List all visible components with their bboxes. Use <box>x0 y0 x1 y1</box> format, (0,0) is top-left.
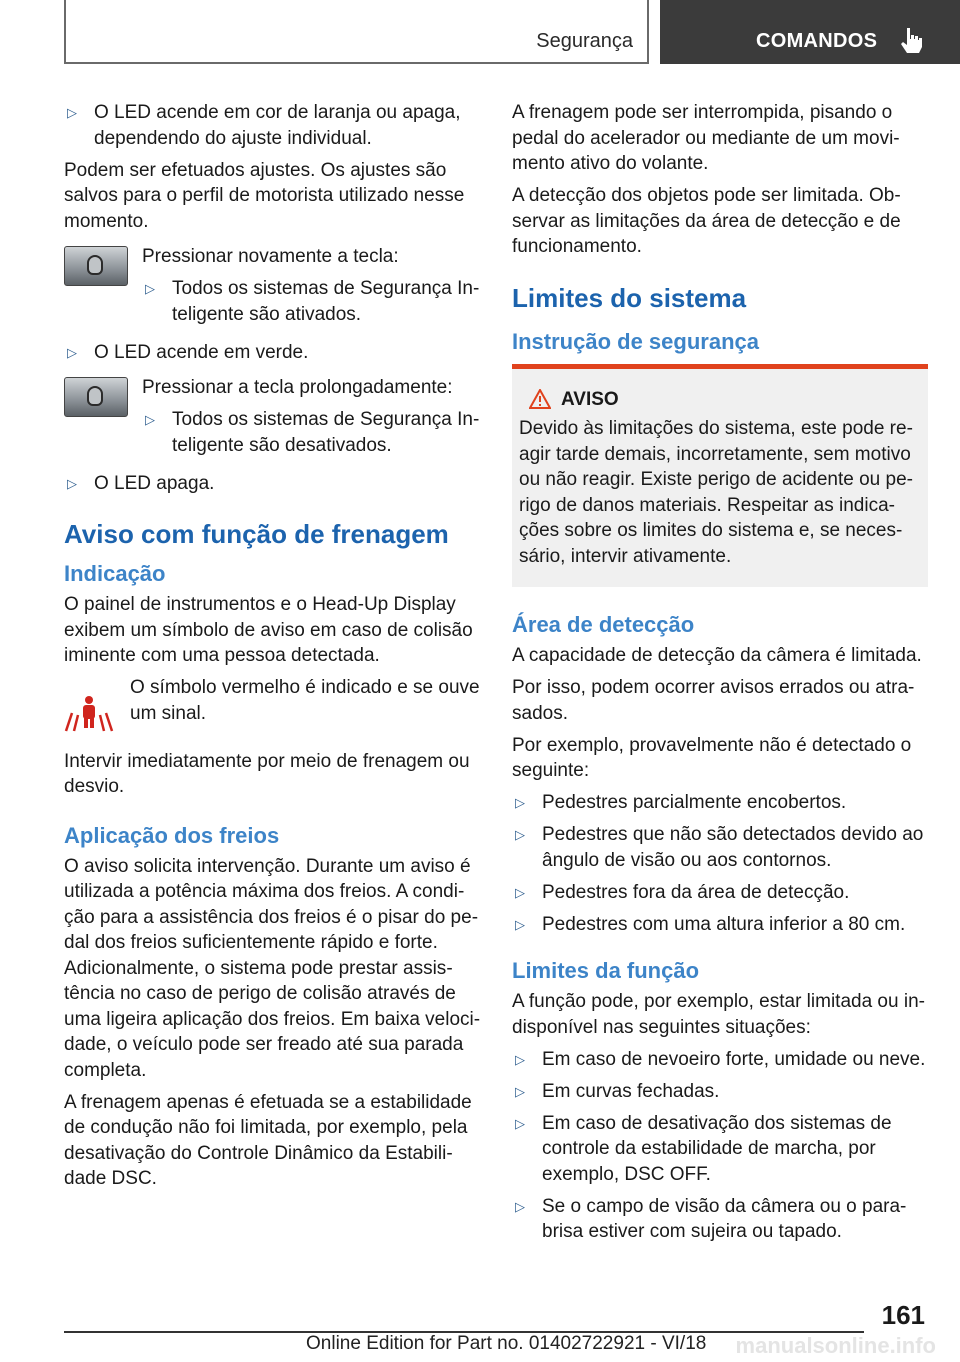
warning-title: AVISO <box>519 387 920 413</box>
section-heading: Limites do sistema <box>512 282 747 313</box>
paragraph: A função pode, por exemplo, estar limitada ou indisponível nas seguintes situações: <box>512 991 925 1038</box>
footer-edition: Online Edition for Part no. 01402722921 - VI/18 <box>306 1333 707 1354</box>
right-column <box>512 100 928 1251</box>
triangle-bullet-icon: ▷ <box>515 1198 525 1214</box>
paragraph: Por isso, podem ocorrer avisos errados ou atrasados. <box>512 677 915 724</box>
list-item: ▷ Pedestres com uma altura inferior a 80 cm. <box>512 912 928 938</box>
triangle-bullet-icon: ▷ <box>515 1083 525 1099</box>
header-tab <box>660 0 960 64</box>
subsection-heading: Área de detecção <box>512 612 695 637</box>
triangle-bullet-icon: ▷ <box>145 281 155 296</box>
triangle-bullet-icon: ▷ <box>515 916 525 932</box>
triangle-bullet-icon: ▷ <box>515 795 525 810</box>
header-section-box <box>64 0 649 64</box>
list-item: ▷ Em curvas fechadas. <box>512 1079 928 1105</box>
key-instruction: Pressionar novamente a tecla: ▷ Todos os sistemas de Segurança Inteligente são ativados. <box>64 244 482 334</box>
subsection-heading: Aplicação dos freios <box>64 822 280 848</box>
pedestrian-warning-icon <box>64 693 114 735</box>
subsection-heading: Instrução de segurança <box>512 328 759 354</box>
section-heading: Aviso com função de frenagem <box>64 519 449 549</box>
left-column <box>64 100 482 1198</box>
safety-button-icon <box>64 377 128 417</box>
list-item: ▷ Pedestres parcialmente encobertos. <box>512 790 928 816</box>
warning-text: Devido às limitações do sistema, este pode reagir tarde demais, incorretamente, sem motivo ou não reagir. Existe perigo de acidente ou perigo de danos materiais. Respeitar as indicações sobre os limites do sistema e, se necessário, intervir ativamente. <box>519 418 913 567</box>
list-item: ▷ O LED acende em cor de laranja ou apaga, dependendo do ajuste individual. <box>67 102 461 149</box>
paragraph: O símbolo vermelho é indicado e se ouve um sinal. <box>130 677 480 724</box>
list-item: ▷ O LED apaga. <box>64 471 482 497</box>
paragraph: A detecção dos objetos pode ser limitada. Observar as limitações da área de detecção e de funcionamento. <box>512 185 901 257</box>
watermark: manualsonline.info <box>735 1333 936 1358</box>
list-item: ▷ Pedestres que não são detectados devido ao ângulo de visão ou aos contornos. <box>515 824 924 871</box>
paragraph: A frenagem apenas é efetuada se a estabilidade de condução não foi limitada, por exemplo, pela desativação do Controle Dinâmico da Estabilidade DSC. <box>64 1091 472 1189</box>
paragraph: A capacidade de detecção da câmera é limitada. <box>512 645 922 666</box>
triangle-bullet-icon: ▷ <box>515 1051 525 1067</box>
triangle-bullet-icon: ▷ <box>515 884 525 900</box>
paragraph: Podem ser efetuados ajustes. Os ajustes são salvos para o perfil de motorista utilizado nesse momento. <box>64 159 465 232</box>
list-item: ▷ Todos os sistemas de Segurança Inteligente são desativados. <box>145 409 480 456</box>
list-item: ▷ Em caso de desativação dos sistemas de controle da estabilidade de marcha, por exemplo, DSC OFF. <box>515 1112 892 1185</box>
warning-symbol-row <box>64 675 482 743</box>
list-item: ▷ Se o campo de visão da câmera ou o para-brisa estiver com sujeira ou tapado. <box>515 1195 907 1242</box>
triangle-bullet-icon: ▷ <box>515 827 525 842</box>
key-instruction: Pressionar a tecla prolongadamente: ▷ Todos os sistemas de Segurança Inteligente são desativados. <box>64 375 482 465</box>
paragraph: Por exemplo, provavelmente não é detectado o seguinte: <box>512 734 912 781</box>
list-item: ▷ Pedestres fora da área de detecção. <box>512 880 928 906</box>
triangle-bullet-icon: ▷ <box>145 412 155 427</box>
warning-triangle-icon <box>529 389 551 409</box>
triangle-bullet-icon: ▷ <box>67 475 77 491</box>
paragraph: O aviso solicita intervenção. Durante um aviso é utilizada a potência máxima dos freios. A condição para a assistência dos freios é o pisar do pedal dos freios suficientemente rápido e forte. Adicionalmente, o sistema pode prestar assistência no caso de perigo de colisão através de uma ligeira aplicação dos freios. Em baixa velocidade, o veículo pode ser freado até sua parada completa. <box>64 855 481 1081</box>
safety-button-icon <box>64 246 128 286</box>
list-item: ▷ O LED acende em verde. <box>64 340 482 366</box>
list-item: ▷ Em caso de nevoeiro forte, umidade ou neve. <box>512 1047 928 1073</box>
header-section-title: Segurança <box>536 30 633 52</box>
subsection-heading: Limites da função <box>512 958 700 983</box>
hand-touch-icon <box>900 26 924 54</box>
triangle-bullet-icon: ▷ <box>67 105 77 120</box>
header-tab-label: COMANDOS <box>756 30 878 52</box>
triangle-bullet-icon: ▷ <box>67 344 77 360</box>
paragraph: A frenagem pode ser interrompida, pisando o pedal do acelerador ou mediante de um movimento ativo do volante. <box>512 102 900 174</box>
triangle-bullet-icon: ▷ <box>515 1115 525 1131</box>
page-number: 161 <box>881 1300 925 1330</box>
warning-box <box>512 364 928 588</box>
subsection-heading: Indicação <box>64 561 166 586</box>
list-item: ▷ Todos os sistemas de Segurança Inteligente são ativados. <box>145 278 480 325</box>
paragraph: O painel de instrumentos e o Head-Up Display exibem um símbolo de aviso em caso de colisão iminente com uma pessoa detectada. <box>64 594 473 666</box>
paragraph: Intervir imediatamente por meio de frenagem ou desvio. <box>64 750 470 797</box>
